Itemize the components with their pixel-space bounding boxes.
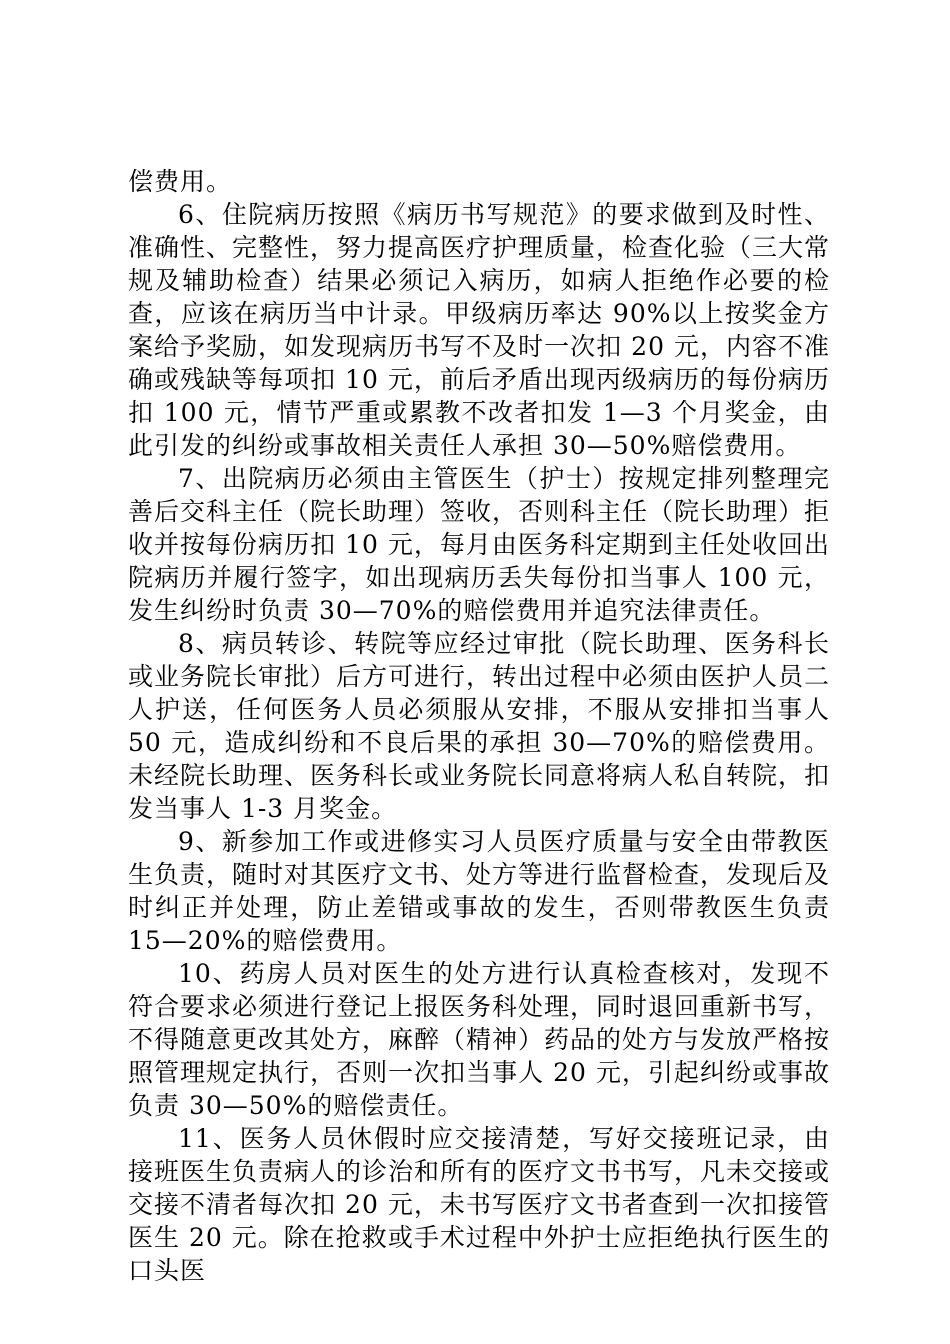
paragraph-item-7: 7、出院病历必须由主管医生（护士）按规定排列整理完善后交科主任（院长助理）签收，否则科主任（院长助理）拒收并按每份病历扣 10 元，每月由医务科定期到主任处收回出院病历并履行签字，如出现病历丢失每份扣当事人 100 元，发生纠纷时负责 30—70%的赔偿费用并追究法律责任。 bbox=[128, 464, 831, 625]
paragraph-item-6: 6、住院病历按照《病历书写规范》的要求做到及时性、准确性、完整性，努力提高医疗护理质量，检查化验（三大常规及辅助检查）结果必须记入病历，如病人拒绝作必要的检查，应该在病历当中计录。甲级病历率达 90%以上按奖金方案给予奖励，如发现病历书写不及时一次扣 20 元，内容不准确或残缺等每项扣 10 元，前后矛盾出现丙级病历的每份病历扣 100 元，情节严重或累教不改者扣发 1—3 个月奖金，由此引发的纠纷或事故相关责任人承担 30—50%赔偿费用。 bbox=[128, 200, 831, 460]
paragraph-item-9: 9、新参加工作或进修实习人员医疗质量与安全由带教医生负责，随时对其医疗文书、处方等进行监督检查，发现后及时纠正并处理，防止差错或事故的发生，否则带教医生负责 15—20%的赔偿费用。 bbox=[128, 827, 831, 955]
paragraph-item-10: 10、药房人员对医生的处方进行认真检查核对，发现不符合要求必须进行登记上报医务科处理，同时退回重新书写，不得随意更改其处方，麻醉（精神）药品的处方与发放严格按照管理规定执行，否则一次扣当事人 20 元，引起纠纷或事故负责 30—50%的赔偿责任。 bbox=[128, 959, 831, 1120]
paragraph-item-8: 8、病员转诊、转院等应经过审批（院长助理、医务科长或业务院长审批）后方可进行，转出过程中必须由医护人员二人护送，任何医务人员必须服从安排，不服从安排扣当事人 50 元，造成纠纷和不良后果的承担 30—70%的赔偿费用。未经院长助理、医务科长或业务院长同意将病人私自转院，扣发当事人 1-3 月奖金。 bbox=[128, 629, 831, 823]
paragraph-continuation: 偿费用。 bbox=[128, 167, 233, 196]
document-page bbox=[128, 165, 830, 1287]
paragraph-item-11: 11、医务人员休假时应交接清楚，写好交接班记录，由接班医生负责病人的诊治和所有的医疗文书书写，凡未交接或交接不清者每次扣 20 元，未书写医疗文书者查到一次扣接管医生 20 元。除在抢救或手术过程中外护士应拒绝执行医生的口头医 bbox=[128, 1124, 831, 1285]
